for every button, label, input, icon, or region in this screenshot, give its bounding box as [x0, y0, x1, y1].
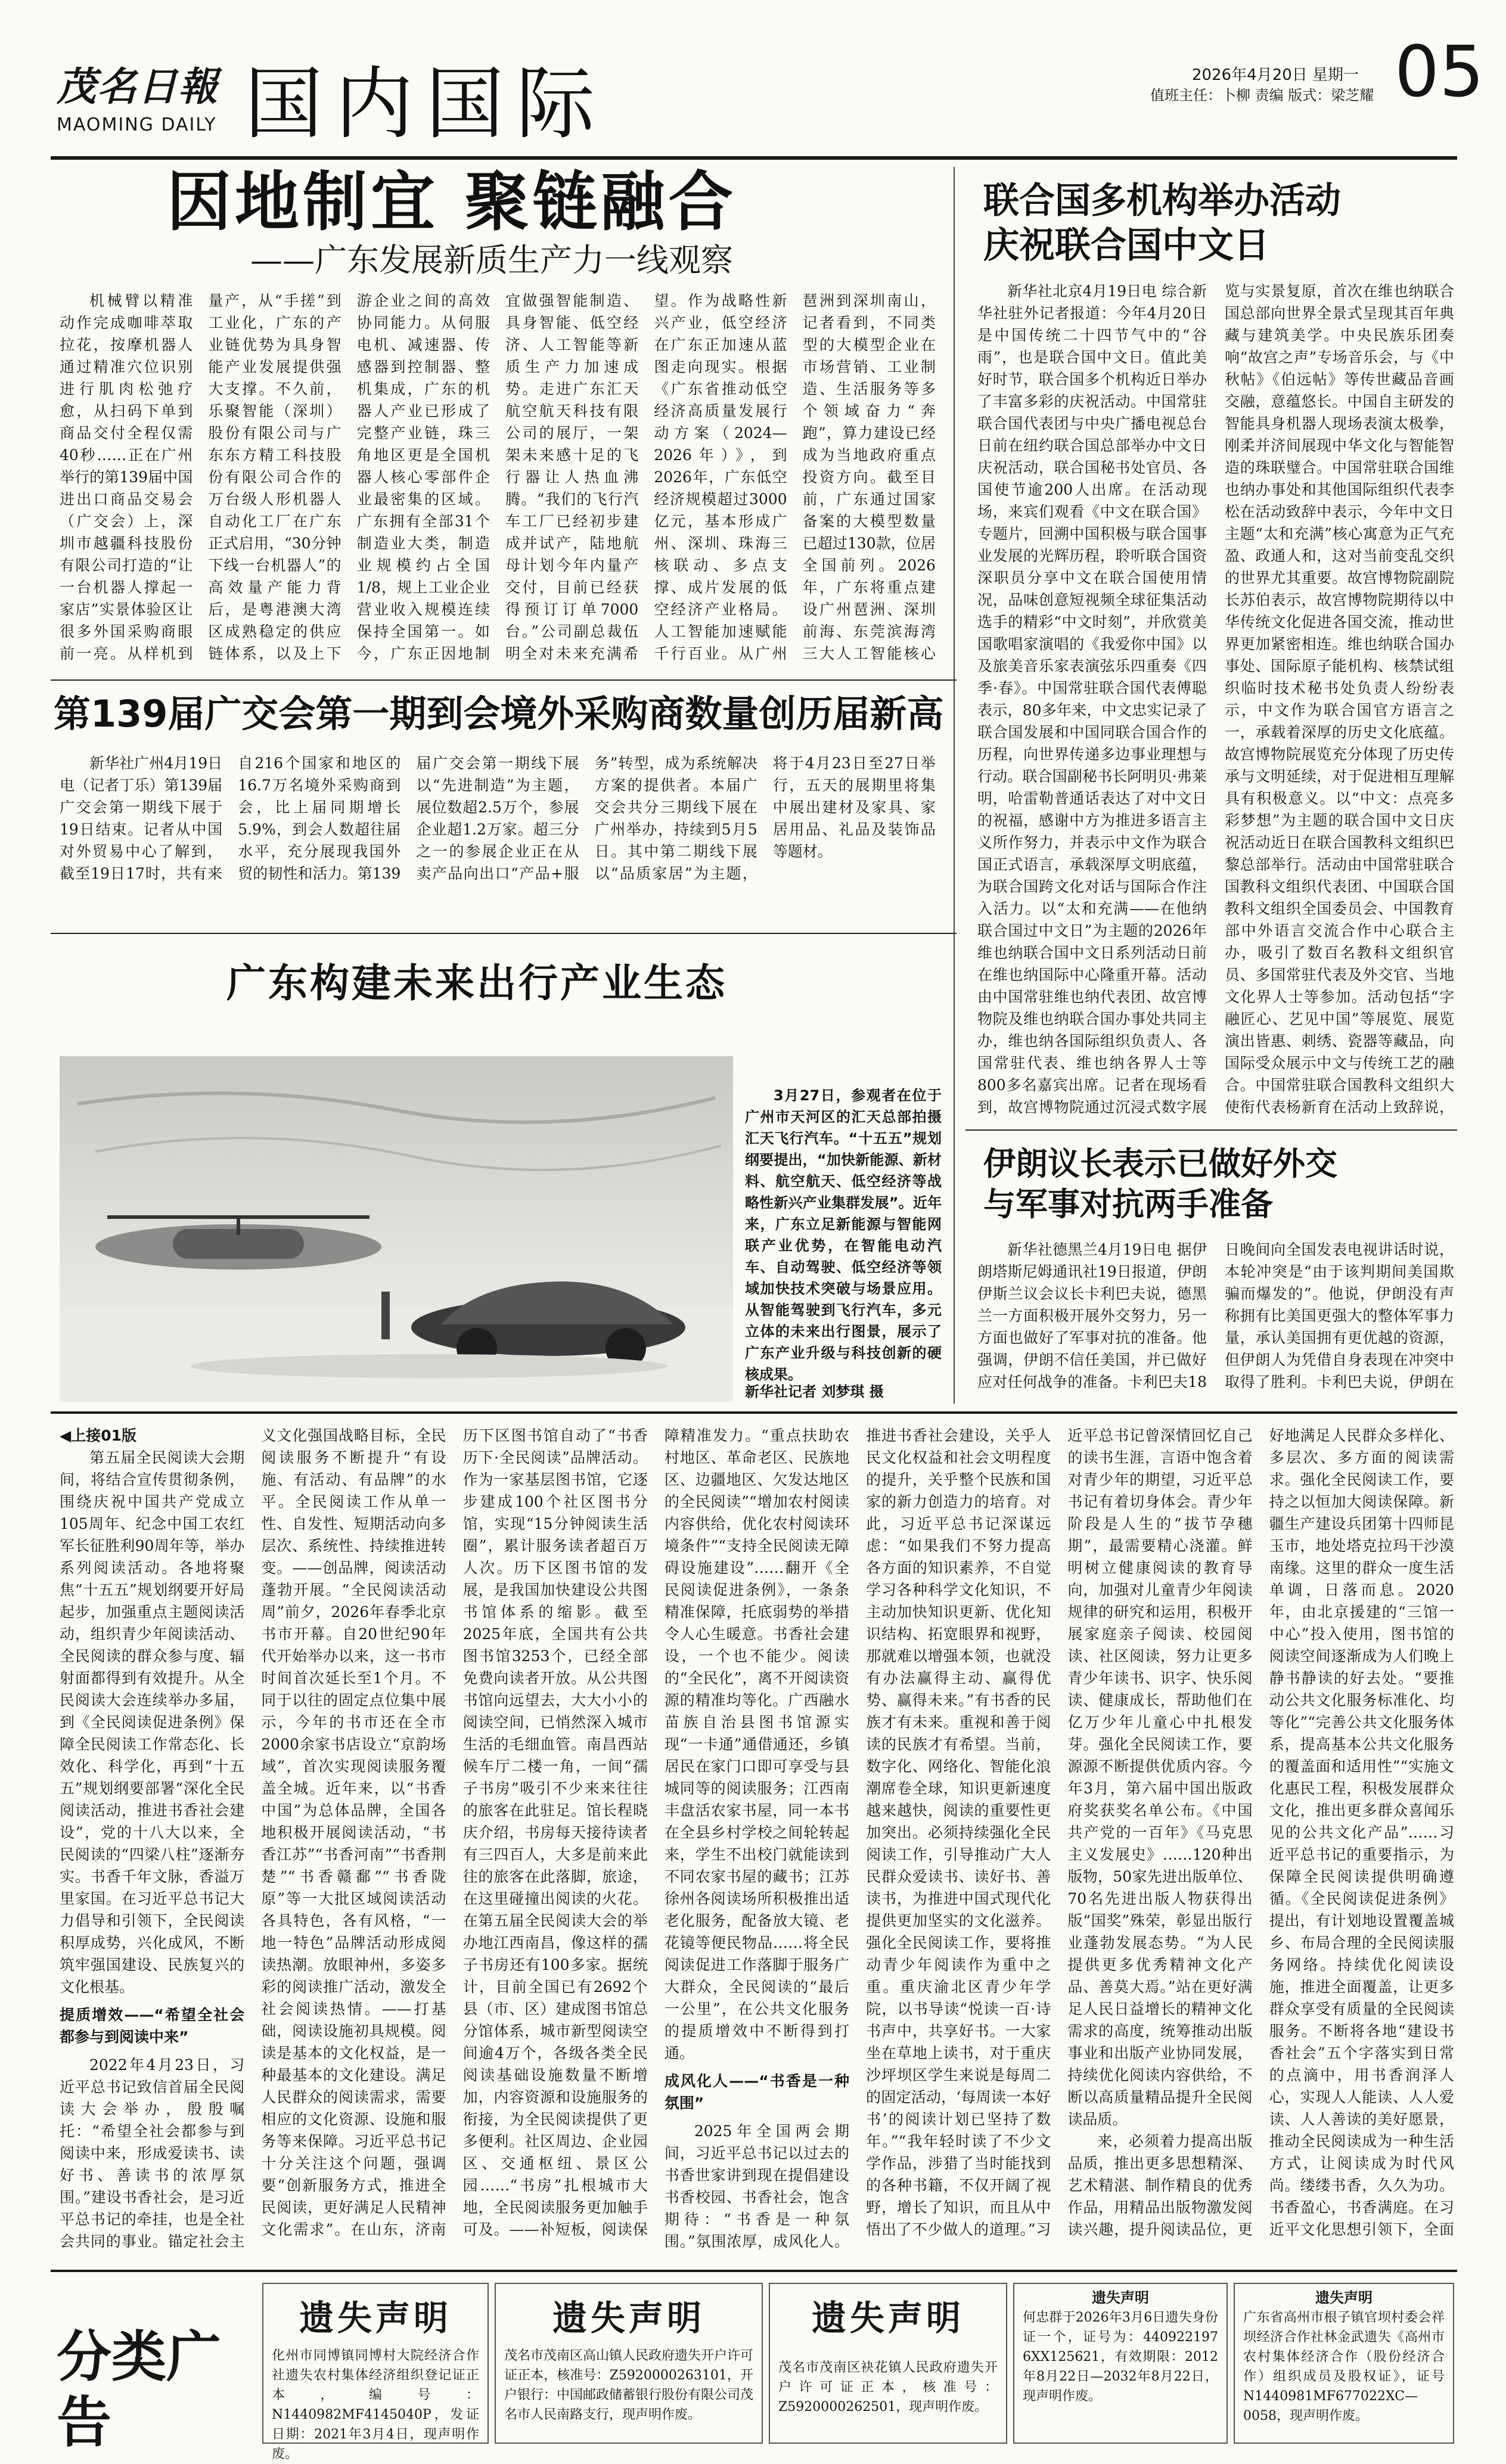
- reading-text-c: 2025年全国两会期间，习近平总书记以过去的书香世家讲到现在提倡建设书香校园、书香社会，饱含期待：“书香是一种氛围。”氛围浓厚，成风化人。推进书香社会建设，关乎人民文化权益和社会文明程度的提升，关乎整个民族和国家的新力创造力的培育。对此，习近平总书记深谋远虑：“如果我们不努力提高各方面的知识素养，不自觉学习各种科学文化知识，不主动加快知识更新、优化知识结构、拓宽眼界和视野，那就难以增强本领，也就没有办法赢得主动、赢得优势、赢得未来。”有书香的民族才有未来。重视和善于阅读的民族才有希望。当前，数字化、网络化、智能化浪潮席卷全球，知识更新速度越来越快，阅读的重要性更加突出。必须持续强化全民阅读工作，引导推动广大人民群众爱读书、读好书、善读书，为推进中国式现代化提供更加坚实的文化滋养。强化全民阅读工作，要将推动青少年阅读作为重中之重。重庆渝北区青少年学院，以书导读“悦读一百·诗书声中，共享好书。一大家坐在草地上读书，对于重庆沙坪坝区学生来说是每周二的固定活动，‘每周读一本好书’的阅读计划已坚持了数年。”“我年轻时读了不少文学作品，涉猎了当时能找到的各种书籍，不仅开阔了视野，增长了知识，而且从中悟出了不少做人的道理。”习近平总书记曾深情回忆自己的读书生涯，言语中饱含着对青少年的期望，习近平总书记有着切身体会。青少年阶段是人生的“拔节孕穗期”，最需要精心浇灌。鲜明树立健康阅读的教育导向，加强对儿童青少年阅读规律的研究和运用，积极开展家庭亲子阅读、校园阅读、社区阅读，努力让更多青少年读书、识字、快乐阅读、健康成长，帮助他们在亿万少年儿童心中扎根发芽。强化全民阅读工作，要源源不断提供优质内容。今年3月，第六届中国出版政府奖获奖名单公布。《中国共产党的一百年》《马克思主义发展史》……120种出版物，50家先进出版单位、70名先进出版人物获得出版“国奖”殊荣，彰显出版行业蓬勃发展态势。“为人民提供更多优秀精神文化产品、善莫大焉。”站在更好满足人民日益增长的精神文化需求的高度，统筹推动出版事业和出版产业协同发展，持续优化阅读内容供给，不断以高质量精品提升全民阅读品质。: [664, 1427, 1253, 2250]
- column-divider: [954, 167, 955, 1404]
- masthead-logo: [57, 60, 223, 155]
- issue-date: 2026年4月20日 星期一: [1192, 66, 1359, 84]
- cantonfair-text: 新华社广州4月19日电（记者丁乐）第139届广交会第一期线下展于19日结束。记者从中国对外贸易中心了解到，截至19日17时，共有来自216个国家和地区的16.7万名境外采购商到会，比上届同期增长5.9%，到会人数超往届水平，充分展现我国外贸的韧性和活力。第139届广交会第一期线下展以“先进制造”为主题，展位数超2.5万个，参展企业超1.2万家。超三分之一的参展企业正在从卖产品向出口“产品+服务”转型，成为系统解决方案的提供者。本届广交会共分三期线下展在广州举办，持续到5月5日。其中第二期线下展以“品质家居”为主题，将于4月23日至27日举行，五天的展期里将集中展出建材及家具、家居用品、礼品及装饰品等题材。: [60, 755, 936, 882]
- un-headline-2: 庆祝联合国中文日: [983, 225, 1269, 266]
- un-body: [977, 280, 1454, 1127]
- ad-1: [262, 2283, 489, 2462]
- page-number: 05: [1395, 30, 1485, 113]
- photo-credit: 新华社记者 刘梦琪 摄: [745, 1383, 884, 1400]
- reading-text-b: 2022年4月23日，习近平总书记致信首届全民阅读大会举办，殷殷嘱托：“希望全社会都参与到阅读中来，形成爱读书、读好书、善读书的浓厚氛围。”建设书香社会，是习近平总书记的牵挂，也是全社会共同的事业。锚定社会主义文化强国战略目标，全民阅读服务不断提升“有设施、有活动、有品牌”的水平。全民阅读工作从单一性、自发性、短期活动向多层次、系统性、持续推进转变。——创品牌，阅读活动蓬勃开展。“全民阅读活动周”前夕，2026年春季北京书市开幕。自20世纪90年代开始举办以来，这一书市时间首次延长至1个月。不同于以往的固定点位集中展示，今年的书市还在全市2000余家书店设立“京韵场域”，首次实现阅读服务覆盖全城。近年来，以“书香中国”为总体品牌，全国各地积极开展阅读活动，“书香江苏”“书香河南”“书香荆楚”“书香赣鄱”“书香陇原”等一大批区域阅读活动各具特色，各有风格，“一地一特色”品牌活动形成阅读热潮。放眼神州，多姿多彩的阅读推广活动，激发全社会阅读热情。——打基础，阅读设施初具规模。阅读是基本的文化权益，是一种最基本的文化建设。满足人民群众的阅读需求，需要相应的文化资源、设施和服务等来保障。习近平总书记十分关注这个问题，强调要“创新服务方式，推进全民阅读，更好满足人民精神文化需求”。在山东，济南历下区图书馆自动了“书香历下·全民阅读”品牌活动。作为一家基层图书馆，它逐步建成100个社区图书分馆，实现“15分钟阅读生活圈”，累计服务读者超百万人次。历下区图书馆的发展，是我国加快建设公共图书馆体系的缩影。截至2025年底，全国共有公共图书馆3253个，已经全部免费向读者开放。从公共图书馆向远望去，大大小小的阅读空间，已悄然深入城市生活的毛细血管。南昌西站候车厅二楼一角，一间“孺子书房”吸引不少来来往往的旅客在此驻足。馆长程晓庆介绍，书房每天接待读者有三四百人，大多是前来此往的旅客在此落脚，旅途，在这里碰撞出阅读的火花。在第五届全民阅读大会的举办地江西南昌，像这样的孺子书房还有100多家。据统计，目前全国已有2692个县（市、区）建成图书馆总分馆体系，城市新型阅读空间逾4万个，各级各类全民阅读基础设施数量不断增加，内容资源和设施服务的衔接，为全民阅读提供了更多便利。社区周边、企业园区、交通枢纽、景区公园……“书房”扎根城市大地，全民阅读服务更加触手可及。——补短板，阅读保障精准发力。“重点扶助农村地区、革命老区、民族地区、边疆地区、欠发达地区的全民阅读”“增加农村阅读内容供给，优化农村阅读环境条件”“支持全民阅读无障碍设施建设”……翻开《全民阅读促进条例》，一条条精准保障，托底弱势的举措令人心生暖意。书香社会建设，一个也不能少。阅读的“全民化”，离不开阅读资源的精准均等化。广西融水苗族自治县图书馆源实现“一卡通”通借通还，乡镇居民在家门口即可享受与县城同等的阅读服务；江西南丰盘活农家书屋，同一本书在全县乡村学校之间轮转起来，学生不出校门就能读到不同农家书屋的藏书；江苏徐州各阅读场所积极推出适老化服务，配备放大镜、老花镜等便民物品……将全民阅读促进工作落脚于服务广大群众，全民阅读的“最后一公里”，在公共文化服务的提质增效中不断得到打通。: [60, 1427, 850, 2250]
- lead-body: [60, 290, 936, 671]
- reading-top-rule: [51, 1411, 1457, 1414]
- reading-text-a: 第五届全民阅读大会期间，将结合宣传贯彻条例，围绕庆祝中国共产党成立105周年、纪念中国工农红军长征胜利90周年等，举办系列阅读活动。各地将聚焦“十五五”规划纲要开好局起步，加强重点主题阅读活动，组织青少年阅读活动、全民阅读的群众参与度、辐射面都得到有效提升。从全民阅读大会连续举办多届，到《全民阅读促进条例》保障全民阅读工作常态化、长效化、科学化，再到“十五五”规划纲要部署“深化全民阅读活动，推进书香社会建设”，党的十八大以来，全民阅读的“四梁八柱”逐渐夯实。书香千年文脉，香溢万里家国。在习近平总书记大力倡导和引领下，全民阅读积厚成势，兴化成风，不断筑牢强国建设、民族复兴的文化根基。: [60, 1449, 245, 1996]
- logo-english: MAOMING DAILY: [57, 114, 217, 135]
- section-title: 国内国际: [244, 58, 607, 150]
- iran-top-rule: [965, 1129, 1457, 1131]
- reading-jump: ◀上接01版: [60, 1427, 137, 1444]
- ad-3: [769, 2283, 1007, 2444]
- ad-5-title: 遗失声明: [1315, 2289, 1373, 2306]
- photo-top-rule: [51, 933, 957, 934]
- cantonfair-body: [60, 752, 936, 925]
- ad-3-title: 遗失声明: [811, 2298, 964, 2338]
- lead-text: 机械臂以精准动作完成咖啡萃取拉花，按摩机器人通过精准穴位识别进行肌肉松弛疗愈，从扫码下单到商品交付全程仅需40秒……正在广州举行的第139届中国进出口商品交易会（广交会）上，深圳市越疆科技股份有限公司打造的“让一台机器人撑起一家店”实景体验区让很多外国采购商眼前一亮。从样机到量产，从“手搓”到工业化，广东的产业链优势为具身智能产业发展提供强大支撑。不久前，乐聚智能（深圳）股份有限公司与广东东方精工科技股份有限公司合作的万台级人形机器人自动化工厂在广东正式启用，“30分钟下线一台机器人”的高效量产能力背后，是粤港澳大湾区成熟稳定的供应链体系，以及上下游企业之间的高效协同能力。从伺服电机、减速器、传感器到控制器、整机集成，广东的机器人产业已形成了完整产业链，珠三角地区更是全国机器人核心零部件企业最密集的区域。广东拥有全部31个制造业大类，制造业规模约占全国1/8，规上工业企业营业收入规模连续保持全国第一。如今，广东正因地制宜做强智能制造、具身智能、低空经济、人工智能等新质生产力加速成势。走进广东汇天航空航天科技有限公司的展厅，一架架未来感十足的飞行器让人热血沸腾。“我们的飞行汽车工厂已经初步建成并试产，陆地航母计划今年内量产交付，目前已经获得预订订单7000台。”公司副总裁伍明全对未来充满希望。作为战略性新兴产业，低空经济在广东正加速从蓝图走向现实。根据《广东省推动低空经济高质量发展行动方案（2024—2026年）》，到2026年，广东低空经济规模超过3000亿元，基本形成广州、深圳、珠海三核联动、多点支撑、成片发展的低空经济产业格局。人工智能加速赋能千行百业。从广州琶洲到深圳南山，记者看到，不同类型的大模型企业在市场营销、工业制造、生活服务等多个领域奋力“奔跑”，算力建设已经成为当地政府重点投资方向。截至目前，广东通过国家备案的大模型数量已超过130款，位居全国前列。2026年，广东将重点建设广州琶洲、深圳前海、东莞滨海湾三大人工智能核心: [60, 292, 936, 662]
- un-text: 新华社北京4月19日电 综合新华社驻外记者报道：今年4月20日是中国传统二十四节气中的“谷雨”，也是联合国中文日。值此美好时节，联合国多个机构近日举办了丰富多彩的庆祝活动。中国常驻联合国代表团与中央广播电视总台日前在纽约联合国总部举办中文日庆祝活动，联合国秘书处官员、各国使节逾200人出席。在活动现场，来宾们观看《中文在联合国》专题片，回溯中国积极与联合国事业发展的光辉历程，聆听联合国资深职员分享中文在联合国使用情况，品味创意短视频全球征集活动选手的精彩“中文时刻”，并欣赏美国歌唱家演唱的《我爱你中国》以及旅美音乐家表演弦乐四重奏《四季·春》。中国常驻联合国代表傅聪表示，80多年来，中文忠实记录了联合国发展和中国同联合国合作的历程，向世界传递多边事业理想与行动。联合国副秘书长阿明贝·弗莱明，哈雷勒普通话表达了对中文日的祝福，感谢中方为推进多语言主义所作努力，并表示中文作为联合国正式语言，承载深厚文明底蕴，为联合国跨文化对话与国际合作注入活力。以“太和充满——在他纳联合国过中文日”为主题的2026年维也纳联合国中文日系列活动日前在维也纳国际中心隆重开幕。活动由中国常驻维也纳代表团、故宫博物院及维也纳联合国办事处共同主办，维也纳各国际组织负责人、各国常驻代表、维也纳各界人士等800多名嘉宾出席。记者在现场看到，故宫博物院通过沉浸式数字展览与实景复原，首次在维也纳联合国总部向世界全景式呈现其百年典藏与建筑美学。中央民族乐团奏响“故宫之声”专场音乐会，与《中秋帖》《伯远帖》等传世藏品音画交融，意蕴悠长。中国自主研发的智能具身机器人现场表演太极拳，刚柔并济间展现中华文化与智能智造的珠联璧合。中国常驻联合国维也纳办事处和其他国际组织代表李松在活动致辞中表示，今年中文日主题“太和充满”核心寓意为正气充盈、政通人和，这对当前变乱交织的世界尤其重要。故宫博物院副院长苏伯表示，故宫博物院期待以中华传统文化促进各国交流，推动世界更加紧密相连。维也纳联合国办事处、国际原子能机构、核禁试组织临时技术秘书处负责人纷纷表示，中文作为联合国官方语言之一，承载着深厚的历史文化底蕴。故宫博物院展览充分体现了历史传承与文明延续，对于促进相互理解具有积极意义。以“中文：点亮多彩梦想”为主题的联合国中文日庆祝活动近日在联合国教科文组织巴黎总部举行。活动由中国常驻联合国教科文组织代表团、中国联合国教科文组织全国委员会、中国教育部中外语言交流合作中心联合主办，吸引了数百名教科文组织官员、多国常驻代表及外交官、当地文化界人士等参加。活动包括“字融匠心、艺见中国”等展览、展览演出皆惠、刺绣、瓷器等藏品，向国际受众展示中文与传统工艺的融合。中国常驻联合国教科文组织大使衔代表杨新育在活动上致辞说，: [977, 283, 1454, 1116]
- lead-subtitle: ——广东发展新质生产力一线观察: [250, 241, 733, 279]
- logo-text: 茂名日報: [57, 63, 219, 110]
- ad-3-text: 茂名市茂南区袂花镇人民政府遗失开户许可证正本，核准号：Z5920000262501，现声明作废。: [778, 2360, 998, 2415]
- ad-2: [495, 2283, 763, 2444]
- iran-headline-2: 与军事对抗两手准备: [983, 1186, 1273, 1223]
- page-editors: 值班主任：卜柳 责编 版式：梁芝耀: [1150, 87, 1374, 104]
- ads-label: 分类广告: [57, 2325, 222, 2454]
- iran-body: [977, 1239, 1454, 1401]
- photo-caption: [745, 1085, 942, 1385]
- photo-illustration: [60, 1056, 733, 1402]
- ad-1-title: 遗失声明: [299, 2298, 452, 2338]
- ad-2-text: 茂名市茂南区高山镇人民政府遗失开户许可证正本，核准号：Z5920000263101，开户银行：中国邮政储蓄银行股份有限公司茂名市人民南路支行，现声明作废。: [504, 2348, 754, 2422]
- masthead-rule: [51, 156, 1457, 160]
- photo-caption-text: 3月27日，参观者在位于广州市天河区的汇天总部拍摄汇天飞行汽车。“十五五”规划纲要提出，“加快新能源、新材料、航空航天、低空经济等战略性新兴产业集群发展”。近年来，广东立足新能源与智能网联产业优势，在智能电动汽车、自动驾驶、低空经济等领域加快技术突破与场景应用。从智能驾驶到飞行汽车，多元立体的未来出行图景，展示了广东产业升级与科技创新的硬核成果。: [745, 1087, 942, 1383]
- ad-4: [1013, 2283, 1228, 2444]
- photo-headline: 广东构建未来出行产业生态: [226, 960, 727, 1006]
- ad-1-text: 化州市同博镇同博村大院经济合作社遗失农村集体经济组织登记证正本，编号：N1440982MF4145040P，发证日期：2021年3月4日，现声明作废。: [272, 2348, 479, 2462]
- reading-subhead-1: 提质增效——“希望全社会都参与到阅读中来”: [60, 2006, 245, 2046]
- cantonfair-headline: 第139届广交会第一期到会境外采购商数量创历届新高: [54, 692, 944, 736]
- un-headline-1: 联合国多机构举办活动: [983, 180, 1341, 222]
- reading-body: [60, 1425, 1454, 2259]
- ad-5-text: 广东省高州市根子镇官坝村委会祥坝经济合作社林金武遗失《高州市农村集体经济合作（股份经济合作）组织成员及股权证》，证号N1440981MF677022XC—0058，现声明作废。: [1243, 2310, 1445, 2423]
- lead-headline: 因地制宜 聚链融合: [167, 165, 737, 240]
- ad-2-title: 遗失声明: [552, 2298, 705, 2338]
- ad-5: [1234, 2283, 1454, 2444]
- ad-4-title: 遗失声明: [1092, 2289, 1149, 2306]
- ad-4-text: 何忠群于2026年3月6日遗失身份证一个，证号为：440922197 6XX125621，有效期限：2012年8月22日—2032年8月22日，现声明作废。: [1023, 2310, 1218, 2404]
- ads-top-rule: [51, 2270, 1457, 2272]
- photo-flying-car: [60, 1056, 733, 1402]
- reading-subhead-2: 成风化人——“书香是一种氛围”: [664, 2072, 850, 2112]
- iran-text: 新华社德黑兰4月19日电 据伊朗塔斯尼姆通讯社19日报道，伊朗伊斯兰议会议长卡利巴夫说，德黑兰一方面积极开展外交努力，另一方面也做好了军事对抗的准备。他强调，伊朗不信任美国，并已做好应对任何战争的准备。卡利巴夫18日晚间向全国发表电视讲话时说，本轮冲突是“由于该判期间美国欺骗而爆发的”。他说，伊朗没有声称拥有比美国更强大的整体军事力量，承认美国拥有更优越的资源，但伊朗人为凭借自身表现在冲突中取得了胜利。卡利巴夫说，伊朗在: [977, 1241, 1454, 1391]
- reading-text-d: 来，必须着力提高出版品质，推出更多思想精深、艺术精湛、制作精良的优秀作品，用精品出版物激发阅读兴趣，提升阅读品位，更好地满足人民群众多样化、多层次、多方面的阅读需求。强化全民阅读工作，要持之以恒加大阅读保障。新疆生产建设兵团第十四师昆玉市，地处塔克拉玛干沙漠南缘。这里的群众一度生活单调，日落而息。2020年，由北京援建的“三馆一中心”投入使用，图书馆的阅读空间逐渐成为人们晚上静书静读的好去处。“要推动公共文化服务标准化、均等化”“完善公共文化服务体系，提高基本公共文化服务的覆盖面和适用性”“实施文化惠民工程，积极发展群众文化，推出更多群众喜闻乐见的公共文化产品”……习近平总书记的重要指示，为保障全民阅读提供明确遵循。《全民阅读促进条例》提出，有计划地设置覆盖城乡、布局合理的全民阅读服务网络。持续优化阅读设施，推进全面覆盖，让更多群众享受有质量的全民阅读服务。不断将各地“建设书香社会”五个字落实到日常的点滴中，用书香润泽人心，实现人人能读、人人爱读、人人善读的美好愿景，推动全民阅读成为一种生活方式，让阅读成为时代风尚。缕缕书香，久久为功。书香盈心，书香满庭。在习近平文化思想引领下，全面: [1067, 1427, 1454, 2238]
- iran-headline-1: 伊朗议长表示已做好外交: [983, 1145, 1337, 1183]
- canton-top-rule: [51, 679, 957, 681]
